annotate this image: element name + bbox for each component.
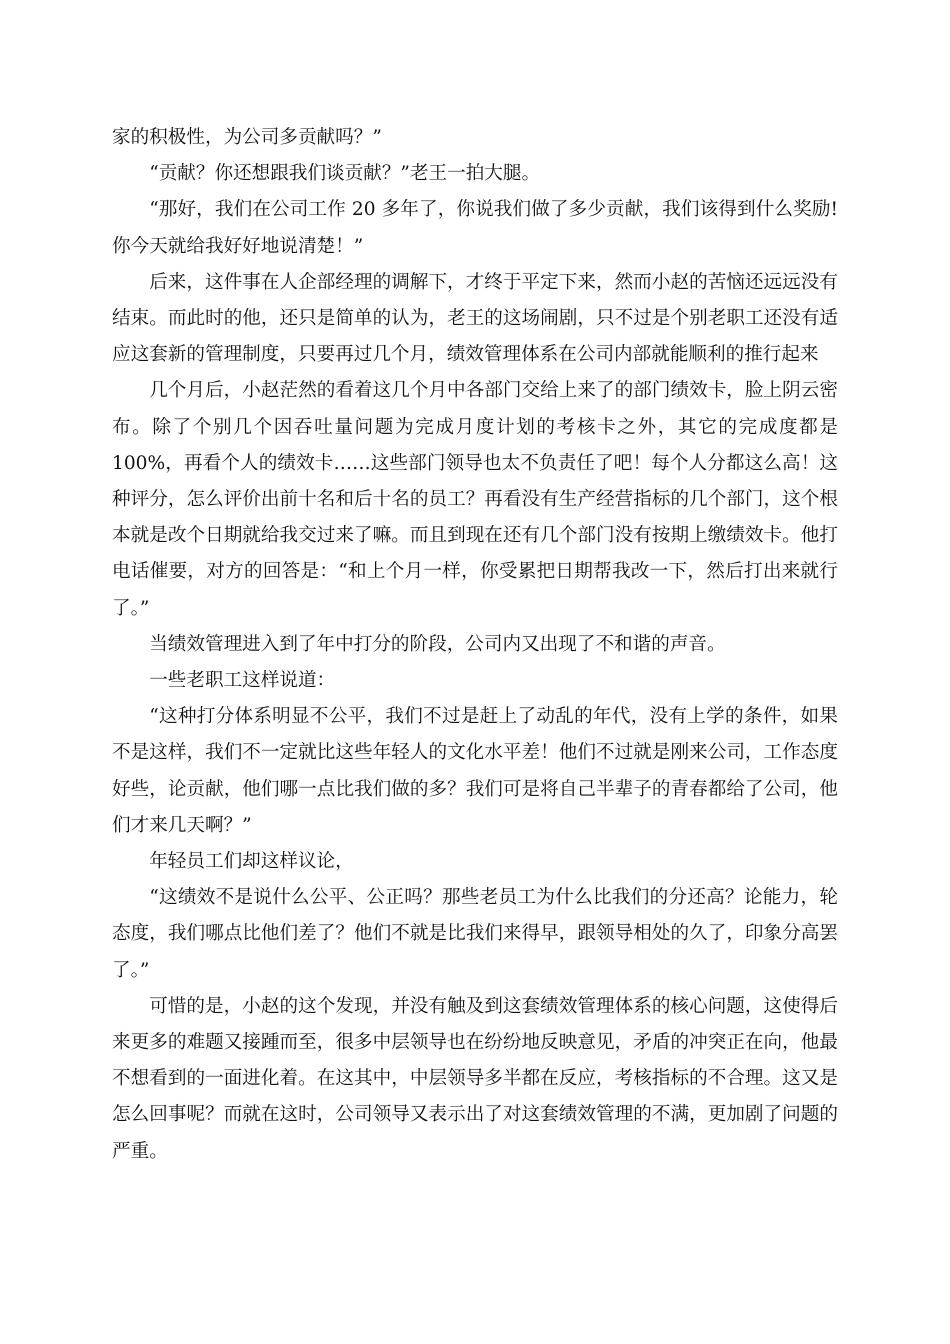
document-body xyxy=(112,120,838,1170)
paragraph-3: “那好，我们在公司工作 20 多年了，你说我们做了多少贡献，我们该得到什么奖励!你今天就给我好好地说清楚！” xyxy=(112,199,838,257)
paragraph-4: 后来，这件事在人企部经理的调解下，才终于平定下来，然而小赵的苦恼还远远没有结束。而此时的他，还只是简单的认为，老王的这场闹剧，只不过是个别老职工还没有适应这套新的管理制度，只要再过几个月，绩效管理体系在公司内部就能顺利的推行起来 xyxy=(112,271,838,366)
paragraph-10: “这绩效不是说什么公平、公正吗？那些老员工为什么比我们的分还高？论能力，轮态度，我们哪点比他们差了？他们不就是比我们来得早，跟领导相处的久了，印象分高罢了。” xyxy=(112,887,838,981)
paragraph-8: “这种打分体系明显不公平，我们不过是赶上了动乱的年代，没有上学的条件，如果不是这样，我们不一定就比这些年轻人的文化水平差！他们不过就是刚来公司，工作态度好些，论贡献，他们哪一点比我们做的多？我们可是将自己半辈子的青春都给了公司，他们才来几天啊？” xyxy=(112,706,838,836)
paragraph-2: “贡献？你还想跟我们谈贡献？”老王一拍大腿。 xyxy=(149,163,541,185)
paragraph-5: 几个月后，小赵茫然的看着这几个月中各部门交给上来了的部门绩效卡，脸上阴云密布。除了个别几个因吞吐量问题为完成月度计划的考核卡之外，其它的完成度都是 100%，再看个人的绩效卡……这些部门领导也太不负责任了吧！每个人分都这么高！这种评分，怎么评价出前十名和后十名的员工？再看没有生产经营指标的几个部门，这个根本就是改个日期就给我交过来了嘛。而且到现在还有几个部门没有按期上缴绩效卡。他打电话催要，对方的回答是：“和上个月一样，你受累把日期帮我改一下，然后打出来就行了。” xyxy=(112,380,838,619)
paragraph-1: 家的积极性，为公司多贡献吗？” xyxy=(112,127,382,148)
paragraph-9: 年轻员工们却这样议论， xyxy=(149,851,354,873)
paragraph-6: 当绩效管理进入到了年中打分的阶段，公司内又出现了不和谐的声音。 xyxy=(149,633,726,655)
paragraph-7: 一些老职工这样说道： xyxy=(149,670,336,692)
paragraph-11: 可惜的是，小赵的这个发现，并没有触及到这套绩效管理体系的核心问题，这使得后来更多的难题又接踵而至，很多中层领导也在纷纷地反映意见，矛盾的冲突正在向，他最不想看到的一面进化着。在这其中，中层领导多半都在反应，考核指标的不合理。这又是怎么回事呢？而就在这时，公司领导又表示出了对这套绩效管理的不满，更加剧了问题的严重。 xyxy=(112,995,838,1162)
